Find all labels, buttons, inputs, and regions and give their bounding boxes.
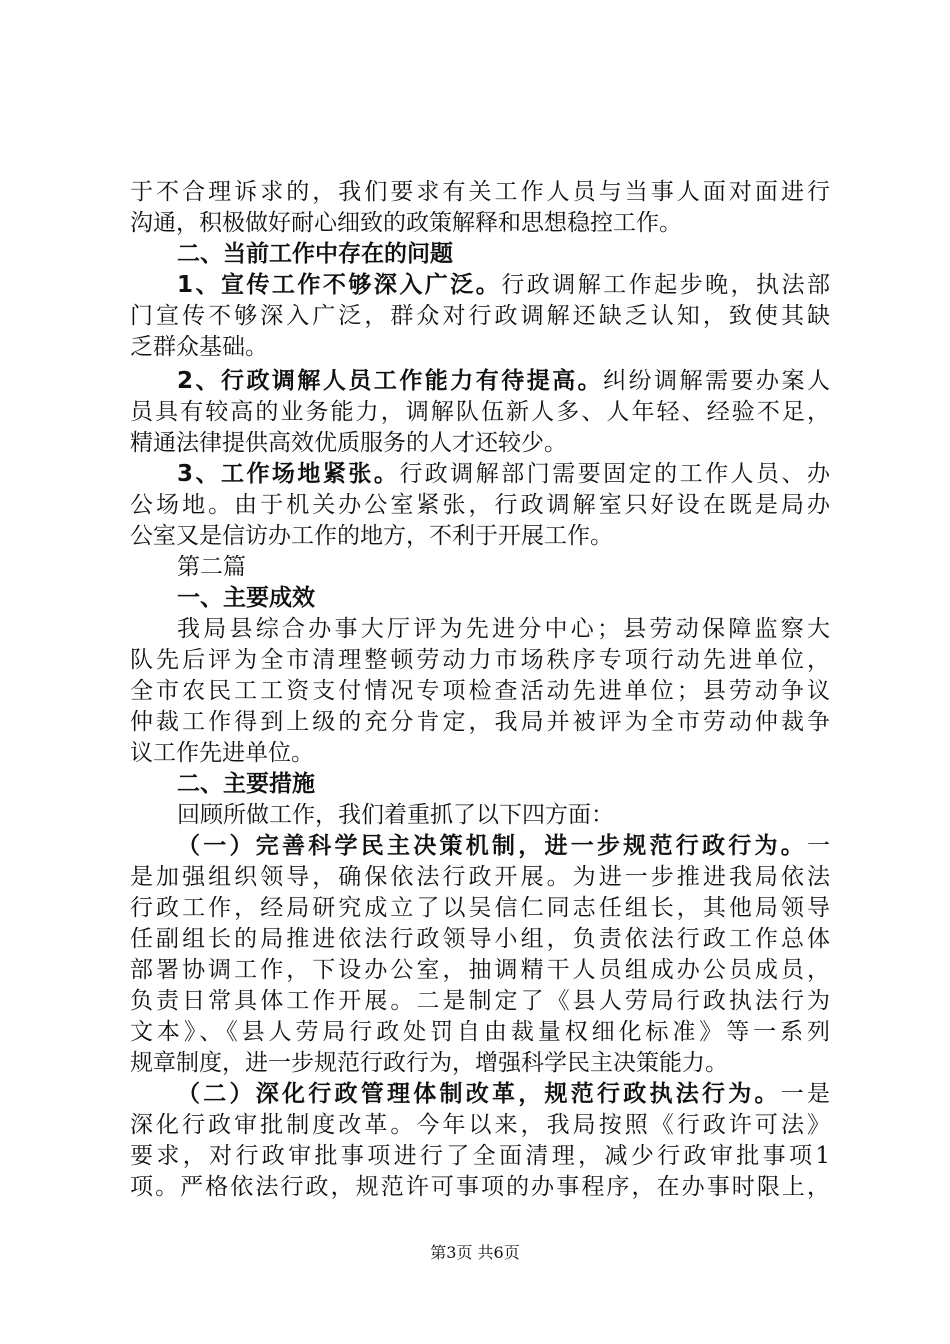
text-line: 公场地。由于机关办公室紧张，行政调解室只好设在既是局办 — [130, 492, 830, 518]
text-span: 行政调解工作起步晚，执法部 — [501, 272, 831, 298]
text-line: 深化行政审批制度改革。今年以来，我局按照《行政许可法》 — [130, 1112, 830, 1138]
paragraph-first-line — [177, 366, 830, 397]
text-line: 沟通，积极做好耐心细致的政策解释和思想稳控工作。 — [130, 210, 682, 236]
text-line: 全市农民工工资支付情况专项检查活动先进单位；县劳动争议 — [130, 678, 830, 704]
section-heading: 一、主要成效 — [177, 585, 315, 611]
text-line: 文本》、《县人劳局行政处罚自由裁量权细化标准》等一系列 — [130, 1019, 830, 1045]
text-line: 行政工作，经局研究成立了以吴信仁同志任组长，其他局领导 — [130, 895, 830, 921]
text-line: 要求，对行政审批事项进行了全面清理，减少行政审批事项1 — [130, 1143, 830, 1169]
text-line: 任副组长的局推进依法行政领导小组，负责依法行政工作总体 — [130, 926, 830, 952]
paragraph-first-line — [177, 270, 830, 301]
text-line: 项。严格依法行政，规范许可事项的办事程序，在办事时限上， — [130, 1174, 830, 1200]
text-line: 部署协调工作，下设办公室，抽调精干人员组成办公员成员， — [130, 957, 830, 983]
section-heading: 二、主要措施 — [177, 771, 315, 797]
text-line: 议工作先进单位。 — [130, 740, 314, 766]
text-line: 门宣传不够深入广泛，群众对行政调解还缺乏认知，致使其缺 — [130, 303, 830, 329]
paragraph-first-line — [177, 831, 830, 862]
part-title: 第二篇 — [177, 554, 246, 580]
text-line: 规章制度，进一步规范行政行为，增强科学民主决策能力。 — [130, 1050, 728, 1076]
section-heading: 二、当前工作中存在的问题 — [177, 241, 453, 267]
item-heading: 3、工作场地紧张。 — [177, 461, 400, 487]
text-span: 行政调解部门需要固定的工作人员、办 — [399, 461, 830, 487]
paragraph-first-line — [177, 459, 830, 490]
item-heading: （二）深化行政管理体制改革，规范行政执法行为。 — [177, 1081, 781, 1107]
text-line: 负责日常具体工作开展。二是制定了《县人劳局行政执法行为 — [130, 988, 830, 1014]
text-line: 回顾所做工作，我们着重抓了以下四方面： — [177, 802, 614, 828]
text-span: 纠纷调解需要办案人 — [603, 368, 830, 394]
text-span: 一是 — [780, 1081, 830, 1107]
item-heading: 2、行政调解人员工作能力有待提高。 — [177, 368, 604, 394]
text-line: 员具有较高的业务能力，调解队伍新人多、人年轻、经验不足， — [130, 399, 830, 425]
text-line: 精通法律提供高效优质服务的人才还较少。 — [130, 430, 567, 456]
text-line: 是加强组织领导，确保依法行政开展。为进一步推进我局依法 — [130, 864, 830, 890]
page-footer: 第3页 共6页 — [430, 1243, 520, 1262]
text-line: 公室又是信访办工作的地方，不利于开展工作。 — [130, 523, 613, 549]
text-line: 仲裁工作得到上级的充分肯定，我局并被评为全市劳动仲裁争 — [130, 709, 830, 735]
text-line: 队先后评为全市清理整顿劳动力市场秩序专项行动先进单位， — [130, 647, 830, 673]
text-span: 一 — [807, 833, 830, 859]
paragraph-first-line — [177, 1079, 830, 1110]
item-heading: 1、宣传工作不够深入广泛。 — [177, 272, 502, 298]
text-line: 乏群众基础。 — [130, 334, 268, 360]
text-line: 我局县综合办事大厅评为先进分中心；县劳动保障监察大 — [177, 616, 830, 642]
item-heading: （一）完善科学民主决策机制，进一步规范行政行为。 — [177, 833, 807, 859]
text-line: 于不合理诉求的，我们要求有关工作人员与当事人面对面进行 — [130, 179, 830, 205]
